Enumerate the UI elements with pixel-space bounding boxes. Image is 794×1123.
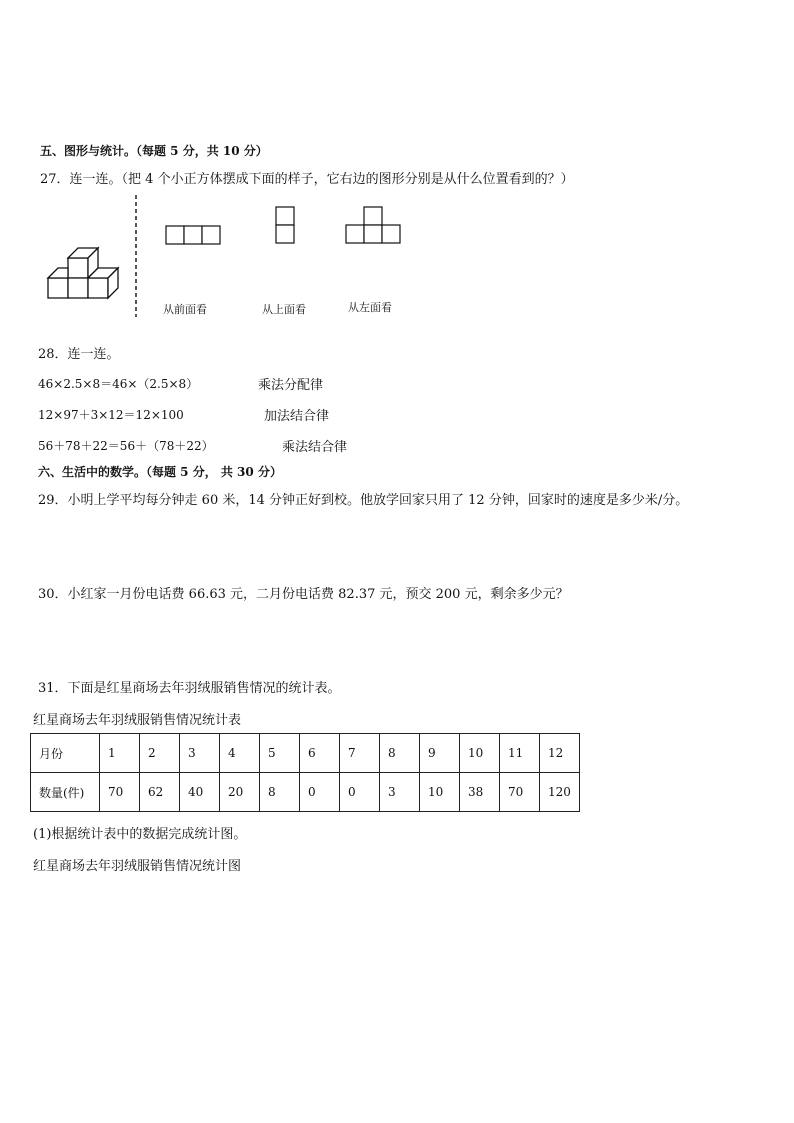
view-label-front: 从前面看 [163,303,207,316]
month-cell: 12 [540,734,580,773]
row-label-quantity: 数量(件) [31,773,100,812]
q31-sub-question: (1)根据统计表中的数据完成统计图。 [33,827,247,842]
row-label-month: 月份 [31,734,100,773]
law-3: 乘法结合律 [282,440,348,455]
q28-question: 28．连一连。 [38,347,120,362]
section6-title: 六、生活中的数学。（每题 5 分， 共 30 分） [38,465,282,479]
quantity-cell: 0 [300,773,340,812]
left-view-figure [345,206,405,246]
month-cell: 9 [420,734,460,773]
quantity-cell: 20 [220,773,260,812]
chart-title: 红星商场去年羽绒服销售情况统计图 [33,859,242,874]
quantity-cell: 3 [380,773,420,812]
view-label-left: 从左面看 [348,301,392,314]
equation-1: 46×2.5×8＝46×（2.5×8） [38,377,199,391]
law-1: 乘法分配律 [258,378,324,393]
sales-table [30,733,580,812]
cube-stack-figure [40,238,130,302]
law-2: 加法结合律 [264,409,330,424]
q29-question: 29．小明上学平均每分钟走 60 米，14 分钟正好到校。他放学回家只用了 12 分钟，回家时的速度是多少米/分。 [38,493,689,508]
quantity-cell: 8 [260,773,300,812]
quantity-cell: 40 [180,773,220,812]
month-cell: 10 [460,734,500,773]
q31-question: 31．下面是红星商场去年羽绒服销售情况的统计表。 [38,681,341,696]
quantity-cell: 0 [340,773,380,812]
section5-title: 五、图形与统计。（每题 5 分，共 10 分） [40,144,268,158]
month-cell: 8 [380,734,420,773]
month-cell: 2 [140,734,180,773]
q27-question: 27．连一连。（把 4 个小正方体摆成下面的样子，它右边的图形分别是从什么位置看到的？） [40,172,574,187]
quantity-cell: 70 [100,773,140,812]
quantity-cell: 38 [460,773,500,812]
table-row [31,773,580,812]
month-cell: 4 [220,734,260,773]
month-cell: 3 [180,734,220,773]
q30-question: 30．小红家一月份电话费 66.63 元，二月份电话费 82.37 元，预交 200 元，剩余多少元？ [38,587,569,602]
month-cell: 5 [260,734,300,773]
month-cell: 1 [100,734,140,773]
equation-2: 12×97＋3×12＝12×100 [38,408,184,422]
divider-dashed-line [134,195,138,317]
equation-3: 56＋78＋22＝56＋（78＋22） [38,439,214,453]
quantity-cell: 10 [420,773,460,812]
table-row [31,734,580,773]
month-cell: 6 [300,734,340,773]
quantity-cell: 70 [500,773,540,812]
table-title: 红星商场去年羽绒服销售情况统计表 [33,713,242,728]
quantity-cell: 120 [540,773,580,812]
top-view-figure [275,206,297,246]
front-view-figure [165,225,223,245]
view-label-top: 从上面看 [262,303,306,316]
month-cell: 7 [340,734,380,773]
quantity-cell: 62 [140,773,180,812]
month-cell: 11 [500,734,540,773]
